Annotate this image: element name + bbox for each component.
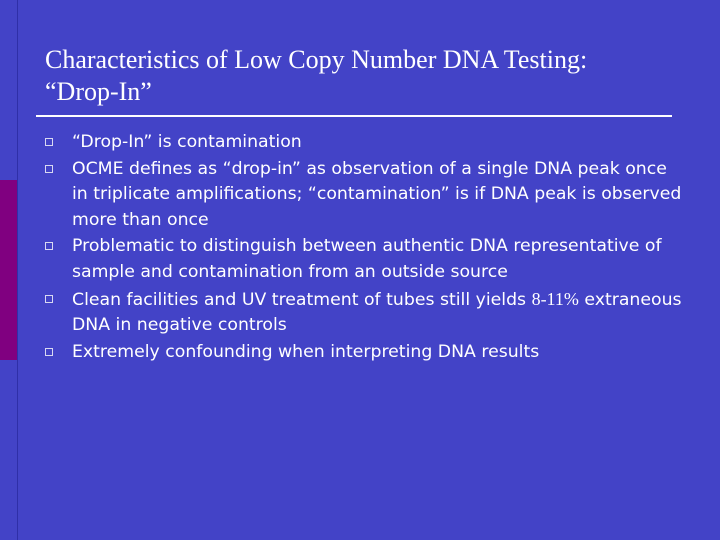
- title-divider: [36, 115, 672, 117]
- slide-title-line-2: “Drop-In”: [45, 77, 152, 106]
- bullet-text: Problematic to distinguish between authentic DNA representative of sample and contamination from an outside source: [72, 236, 662, 282]
- bullet-item: [44, 234, 684, 285]
- bullet-item: [44, 157, 684, 234]
- square-bullet-icon: [45, 242, 53, 250]
- bullet-text-before: Clean facilities and UV treatment of tubes still yields: [72, 289, 532, 310]
- bullet-item: [44, 130, 684, 156]
- side-bar-bottom: [0, 360, 18, 540]
- square-bullet-icon: [45, 138, 53, 146]
- bullet-item: [44, 287, 684, 339]
- bullet-item: [44, 340, 684, 366]
- bullet-text: [72, 290, 682, 336]
- square-bullet-icon: [45, 295, 53, 303]
- bullet-text-after: extraneous DNA in negative controls: [72, 289, 682, 336]
- slide-title-line-1: Characteristics of Low Copy Number DNA Testing:: [45, 45, 588, 74]
- square-bullet-icon: [45, 165, 53, 173]
- bullet-list: [44, 130, 684, 365]
- side-bar-accent: [0, 180, 18, 360]
- bullet-text: Extremely confounding when interpreting DNA results: [72, 341, 540, 362]
- slide-title: [45, 44, 685, 108]
- side-bar-top: [0, 0, 18, 180]
- percentage-value: 8-11%: [531, 288, 579, 309]
- bullet-text: OCME defines as “drop-in” as observation of a single DNA peak once in triplicate amplifications; “contamination” is if DNA peak is observed more than once: [72, 158, 682, 230]
- side-bar-edge: [17, 0, 18, 540]
- bullet-text: “Drop-In” is contamination: [72, 132, 302, 152]
- square-bullet-icon: [45, 348, 53, 356]
